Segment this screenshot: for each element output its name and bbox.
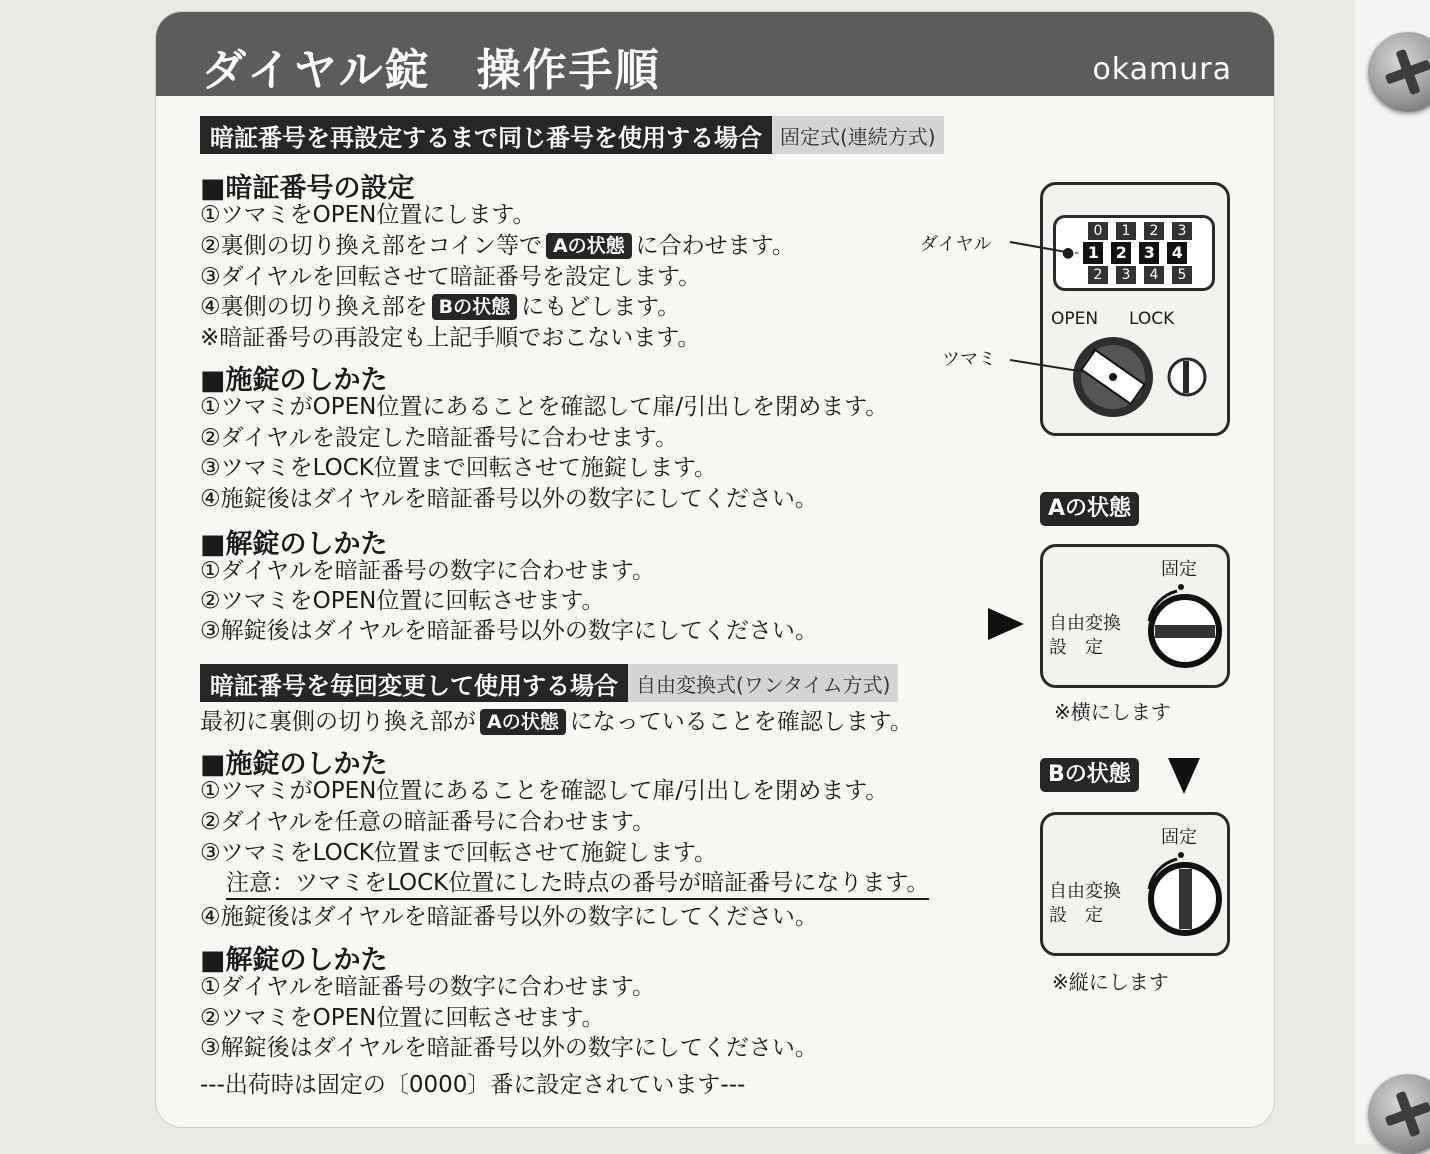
section-fixed-header — [200, 116, 944, 154]
onetime-unlock-step-1: ①ダイヤルを暗証番号の数字に合わせます。 — [200, 974, 656, 1000]
brand-logo: okamura — [1092, 52, 1232, 87]
onetime-lock-caution: 注意：ツマミをLOCK位置にした時点の番号が暗証番号になります。 — [226, 868, 929, 898]
dial-row-top — [1088, 222, 1192, 240]
dial-digit: 0 — [1088, 222, 1108, 240]
onetime-unlock-step-3: ③解錠後はダイヤルを暗証番号以外の数字にしてください。 — [200, 1035, 818, 1061]
arrow-down-icon — [1168, 758, 1200, 794]
header-bar — [156, 12, 1274, 96]
free-label: 自由変換 — [1049, 881, 1121, 902]
dial-digit: 4 — [1167, 242, 1187, 264]
dial-digit: 4 — [1144, 266, 1164, 284]
onetime-lock-heading: ■施錠のしかた — [200, 749, 388, 780]
section-onetime-subtitle: 自由変換式(ワンタイム方式) — [628, 664, 898, 702]
setting-step-2: ②裏側の切り換え部をコイン等で Aの状態 に合わせます。 — [200, 233, 795, 259]
dial-label: ダイヤル — [920, 234, 992, 255]
switch-horizontal-icon — [1135, 575, 1227, 673]
state-a-badge-inline: Aの状態 — [546, 233, 632, 259]
onetime-intro: 最初に裏側の切り換え部が Aの状態 になっていることを確認します。 — [200, 709, 913, 735]
arrow-right-icon — [988, 608, 1024, 640]
lock-step-4: ④施錠後はダイヤルを暗証番号以外の数字にしてください。 — [200, 486, 818, 512]
onetime-unlock-heading: ■解錠のしかた — [200, 945, 388, 976]
unlock-step-3: ③解錠後はダイヤルを暗証番号以外の数字にしてください。 — [200, 618, 818, 644]
switch-vertical-icon — [1135, 843, 1227, 941]
state-b-badge-inline: Bの状態 — [432, 294, 517, 320]
knob-icon — [1063, 333, 1223, 423]
unlock-step-1: ①ダイヤルを暗証番号の数字に合わせます。 — [200, 558, 656, 584]
dial-digit: 3 — [1172, 222, 1192, 240]
lock-step-1: ①ツマミがOPEN位置にあることを確認して扉/引出しを閉めます。 — [200, 394, 889, 420]
pointer-lines — [1006, 236, 1086, 376]
knob-label: ツマミ — [942, 349, 996, 370]
section-fixed-subtitle: 固定式(連続方式) — [772, 116, 944, 154]
lock-step-2: ②ダイヤルを設定した暗証番号に合わせます。 — [200, 425, 679, 451]
unlock-heading: ■解錠のしかた — [200, 529, 388, 560]
lock-heading: ■施錠のしかた — [200, 365, 388, 396]
setting-heading: ■暗証番号の設定 — [200, 173, 415, 204]
fixed-label: 固定 — [1161, 559, 1197, 580]
page-title: ダイヤル錠 操作手順 — [202, 45, 661, 96]
lock-label: LOCK — [1129, 309, 1175, 329]
onetime-lock-step-1: ①ツマミがOPEN位置にあることを確認して扉/引出しを閉めます。 — [200, 778, 889, 804]
setting-step-4: ④裏側の切り換え部を Bの状態 にもどします。 — [200, 294, 681, 320]
free-label: 自由変換 — [1049, 613, 1121, 634]
state-a-badge: Aの状態 — [1040, 492, 1139, 526]
setting-step-3: ③ダイヤルを回転させて暗証番号を設定します。 — [200, 264, 702, 290]
lock-step-3: ③ツマミをLOCK位置まで回転させて施錠します。 — [200, 455, 718, 481]
state-a-badge-inline: Aの状態 — [480, 709, 566, 735]
onetime-lock-step-4: ④施錠後はダイヤルを暗証番号以外の数字にしてください。 — [200, 904, 818, 930]
dial-digit: 5 — [1172, 266, 1192, 284]
onetime-unlock-step-2: ②ツマミをOPEN位置に回転させます。 — [200, 1005, 605, 1031]
fixed-label: 固定 — [1161, 827, 1197, 848]
open-label: OPEN — [1051, 309, 1099, 329]
dial-digit: 3 — [1139, 242, 1159, 264]
dial-digit: 1 — [1083, 242, 1103, 264]
section-fixed-title: 暗証番号を再設定するまで同じ番号を使用する場合 — [200, 116, 772, 154]
onetime-lock-step-2: ②ダイヤルを任意の暗証番号に合わせます。 — [200, 809, 656, 835]
onetime-lock-step-3: ③ツマミをLOCK位置まで回転させて施錠します。 — [200, 840, 718, 866]
shipping-note: ---出荷時は固定の〔0000〕番に設定されています--- — [200, 1072, 746, 1098]
dial-digit: 1 — [1116, 222, 1136, 240]
state-a-note: ※横にします — [1054, 700, 1171, 724]
state-b-diagram — [1040, 812, 1230, 956]
unlock-step-2: ②ツマミをOPEN位置に回転させます。 — [200, 588, 605, 614]
state-b-note: ※縦にします — [1052, 970, 1169, 994]
dial-digit: 2 — [1111, 242, 1131, 264]
dial-digit: 2 — [1088, 266, 1108, 284]
dial-row-bottom — [1088, 266, 1192, 284]
setting-label: 設 定 — [1049, 637, 1103, 658]
state-b-badge: Bの状態 — [1040, 758, 1139, 792]
wall-panel — [1355, 0, 1430, 1144]
dial-digit: 3 — [1116, 266, 1136, 284]
dial-indicator-dot: ●- — [1062, 245, 1080, 261]
dial-digit: 2 — [1144, 222, 1164, 240]
section-onetime-title: 暗証番号を毎回変更して使用する場合 — [200, 664, 628, 702]
setting-note: ※暗証番号の再設定も上記手順でおこないます。 — [200, 325, 701, 351]
section-onetime-header — [200, 664, 898, 702]
state-a-diagram — [1040, 544, 1230, 688]
setting-label: 設 定 — [1049, 905, 1103, 926]
instruction-label — [156, 12, 1274, 1127]
setting-step-1: ①ツマミをOPEN位置にします。 — [200, 202, 536, 228]
